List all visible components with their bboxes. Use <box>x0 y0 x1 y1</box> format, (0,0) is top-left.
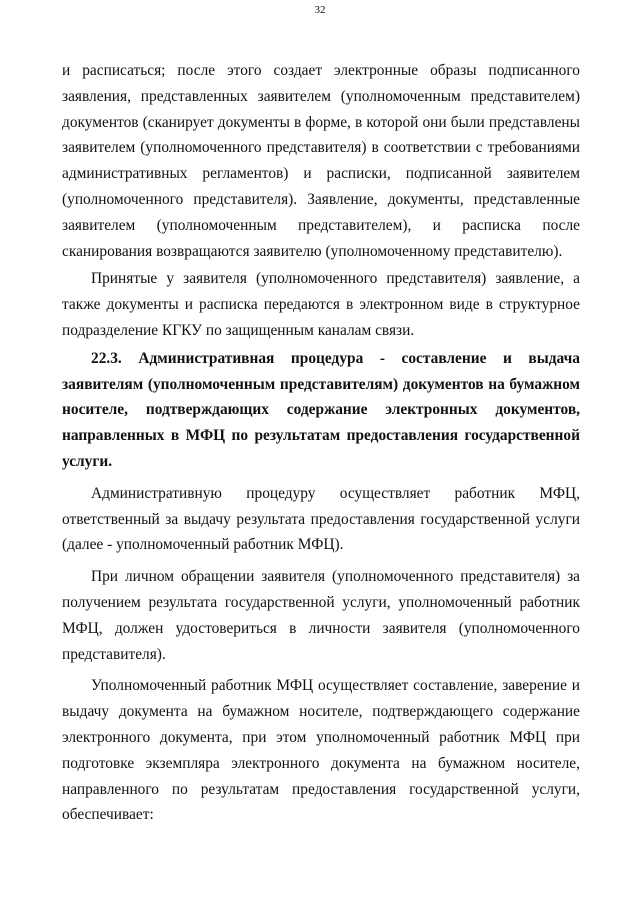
paragraph-paper-document: Уполномоченный работник МФЦ осуществляет составление, заверение и выдачу документа на бумажном носителе, подтверждающего содержание электронного документа, при этом уполномоченный работник МФЦ при подготовке экземпляра электронного документа на бумажном носителе, направленного по результатам предоставления государственной услуги, обеспечивает: <box>62 677 580 824</box>
paragraph-procedure-executor: Административную процедуру осуществляет работник МФЦ, ответственный за выдачу результата предоставления государственной услуги (далее - уполномоченный работник МФЦ). <box>62 484 580 554</box>
section-heading-22-3: 22.3. Административная процедура - составление и выдача заявителям (уполномоченным представителям) документов на бумажном носителе, подтверждающих содержание электронных документов, направленных в МФЦ по результатам предоставления государственной услуги. <box>62 349 580 470</box>
document-body <box>62 58 580 828</box>
paragraph-transfer: Принятые у заявителя (уполномоченного представителя) заявление, а также документы и расписка передаются в электронном виде в структурное подразделение КГКУ по защищенным каналам связи. <box>62 270 580 339</box>
paragraph-scanning: и расписаться; после этого создает электронные образы подписанного заявления, представленных заявителем (уполномоченным представителем) документов (сканирует документы в форме, в которой они были представлены заявителем (уполномоченного представителя) в соответствии с требованиями административных регламентов) и расписки, подписанной заявителем (уполномоченного представителя). Заявление, документы, представленные заявителем (уполномоченным представителем), и расписка после сканирования возвращаются заявителю (уполномоченному представителю). <box>62 62 580 260</box>
page-number: 32 <box>314 4 326 16</box>
paragraph-identity-check: При личном обращении заявителя (уполномоченного представителя) за получением результата государственной услуги, уполномоченный работник МФЦ, должен удостовериться в личности заявителя (уполномоченного представителя). <box>62 568 580 663</box>
